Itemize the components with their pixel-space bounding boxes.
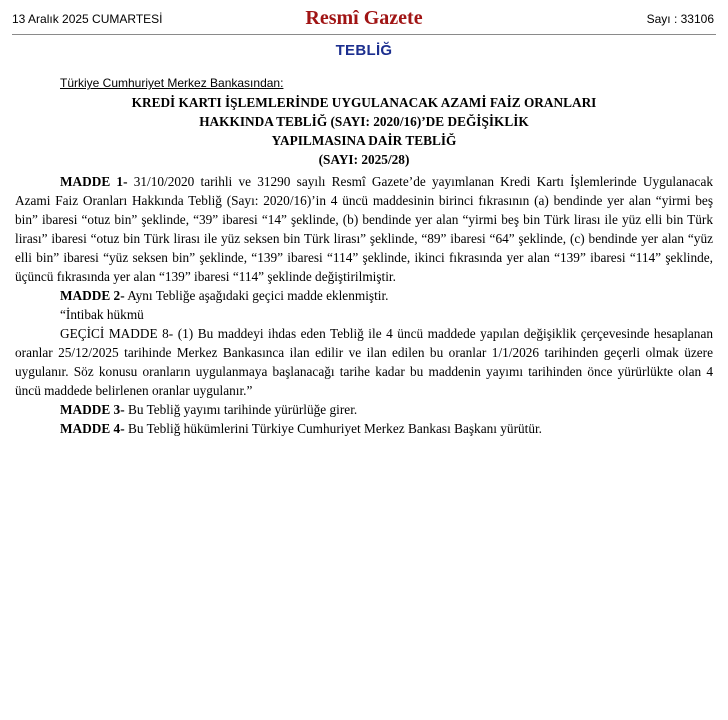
article-label: MADDE 3- bbox=[60, 402, 125, 417]
title-line: HAKKINDA TEBLİĞ (SAYI: 2020/16)’DE DEĞİŞİKLİK bbox=[199, 114, 529, 129]
section-heading: TEBLİĞ bbox=[335, 42, 393, 59]
title-line: YAPILMASINA DAİR TEBLİĞ bbox=[271, 133, 457, 148]
transition-heading: “İntibak hükmü bbox=[60, 307, 144, 322]
article-1 bbox=[15, 172, 713, 286]
article-label: MADDE 1- bbox=[60, 174, 128, 189]
article-4 bbox=[15, 419, 713, 438]
issuing-authority: Türkiye Cumhuriyet Merkez Bankasından: bbox=[60, 76, 284, 90]
article-2 bbox=[15, 286, 713, 305]
publication-date: 13 Aralık 2025 CUMARTESİ bbox=[12, 12, 163, 26]
article-text: 31/10/2020 tarihli ve 31290 sayılı Resmî Gazete’de yayımlanan Kredi Kartı İşlemlerinde Uygulanacak Azami Faiz Oranları Hakkında Tebliğ (Sayı: 2020/16)’in 4 üncü maddesinin birinci fıkrasının (a) bendinde yer alan “yirmi beş bin” ibaresi “otuz bin” şeklinde, “39” ibaresi “14” şeklinde, (b) bendinde yer alan “yirmi beş bin Türk lirası ile yüz elli bin Türk lirası” ibaresi “otuz bin Türk lirası ile yüz seksen bin Türk lirası” şeklinde, “89” ibaresi “64” şeklinde, (c) bendinde yer alan “yüz elli bin” ibaresi “yüz seksen bin” şeklinde, “139” ibaresi “114” şeklinde, ikinci fıkrasında yer alan “139” ibaresi “114” şeklinde, üçüncü fıkrasında yer alan “139” ibaresi “114” şeklinde değiştirilmiştir. bbox=[15, 174, 713, 284]
article-text: Bu Tebliğ yayımı tarihinde yürürlüğe girer. bbox=[124, 402, 358, 417]
temporary-article-8 bbox=[15, 324, 713, 400]
article-text: Aynı Tebliğe aşağıdaki geçici madde eklenmiştir. bbox=[124, 288, 389, 303]
title-line: (SAYI: 2025/28) bbox=[318, 152, 410, 167]
issue-number: Sayı : 33106 bbox=[646, 12, 714, 26]
gazette-title: Resmî Gazete bbox=[305, 7, 423, 29]
document-title bbox=[15, 93, 713, 169]
article-text: Bu Tebliğ hükümlerini Türkiye Cumhuriyet Merkez Bankası Başkanı yürütür. bbox=[124, 421, 543, 436]
article-label: MADDE 2- bbox=[60, 288, 125, 303]
article-label: GEÇİCİ MADDE 8- bbox=[60, 326, 174, 341]
gazette-header bbox=[12, 6, 716, 35]
article-text: (1) Bu maddeyi ihdas eden Tebliğ ile 4 üncü maddede yapılan değişiklik çerçevesinde hesaplanan oranlar 25/12/2025 tarihinde Merkez Bankasınca ilan edilir ve ilan edilen bu oranlar 1/1/2026 tarihinden geçerli olmak üzere uygulanır. Söz konusu oranların uygulanmaya başlanacağı tarihe kadar bu maddenin yayımı tarihinden önce yürürlükte olan 4 üncü maddede belirlenen oranlar uygulanır.” bbox=[15, 326, 713, 398]
article-3 bbox=[15, 400, 713, 419]
title-line: KREDİ KARTI İŞLEMLERİNDE UYGULANACAK AZAMİ FAİZ ORANLARI bbox=[131, 95, 597, 110]
article-label: MADDE 4- bbox=[60, 421, 125, 436]
document-body bbox=[15, 74, 713, 438]
